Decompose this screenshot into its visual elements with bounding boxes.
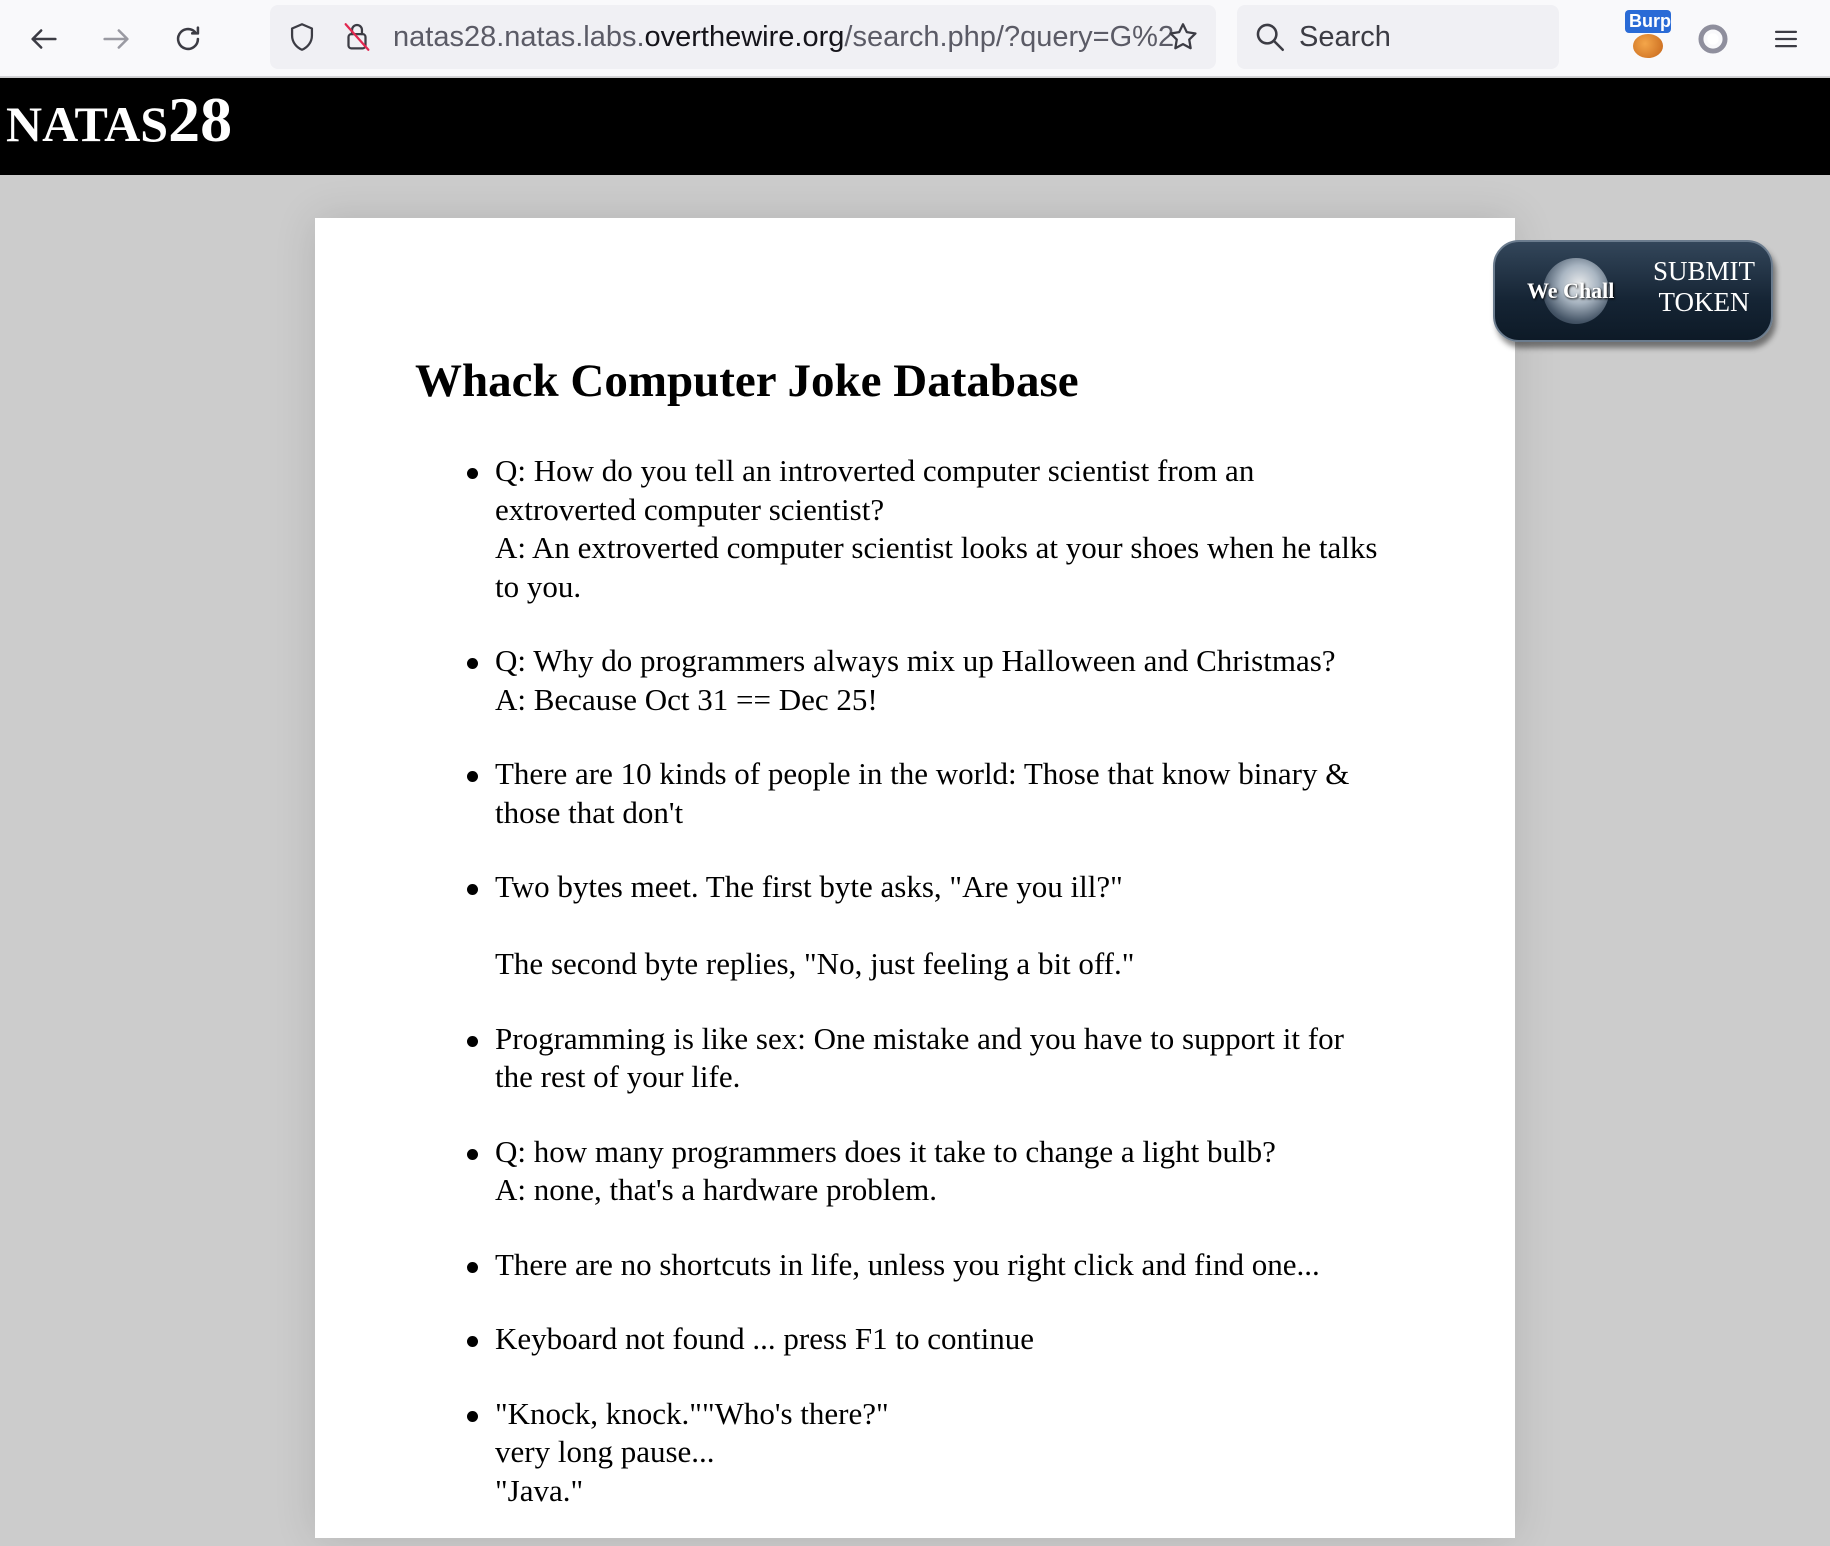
app-menu-button[interactable]	[1761, 14, 1811, 64]
joke-line: the rest of your life.	[495, 1059, 741, 1094]
joke-line: those that don't	[495, 794, 684, 830]
search-placeholder: Search	[1299, 21, 1391, 53]
content-panel	[315, 218, 1515, 1538]
back-button[interactable]	[19, 14, 69, 64]
search-icon	[1253, 20, 1287, 54]
wechall-submit-token-button[interactable]	[1493, 240, 1773, 342]
natas-title	[6, 84, 233, 155]
joke-item	[495, 1246, 1425, 1285]
joke-line: A: Because Oct 31 == Dec 25!	[495, 681, 878, 717]
url-path: /search.php/?query=G%2	[844, 21, 1175, 53]
insecure-lock-icon[interactable]	[340, 20, 374, 54]
browser-toolbar	[0, 0, 1830, 77]
joke-line: The second byte replies, "No, just feeling a bit off."	[495, 946, 1135, 981]
burp-extension-icon	[1633, 34, 1663, 58]
joke-line: Programming is like sex: One mistake and you have to support it for	[495, 1020, 1344, 1056]
joke-line: to you.	[495, 568, 582, 604]
burp-badge: Burp	[1625, 10, 1671, 33]
submit-label: SUBMIT	[1652, 256, 1755, 286]
joke-line: There are no shortcuts in life, unless you right click and find one...	[495, 1246, 1320, 1282]
joke-line: Q: How do you tell an introverted computer scientist from an	[495, 453, 1255, 488]
joke-blank-line	[495, 907, 1425, 946]
url-prefix: natas28.natas.labs.	[393, 21, 645, 53]
joke-line: A: An extroverted computer scientist looks at your shoes when he talks	[495, 530, 1378, 565]
joke-line: Q: Why do programmers always mix up Halloween and Christmas?	[495, 643, 1336, 678]
joke-line: A: none, that's a hardware problem.	[495, 1172, 938, 1207]
url-text[interactable]	[393, 5, 1175, 69]
submit-token-label	[1645, 256, 1763, 318]
shield-icon[interactable]	[285, 20, 319, 54]
natas-title-digits: 28	[168, 84, 233, 155]
joke-line: "Knock, knock.""Who's there?"	[495, 1395, 889, 1431]
joke-item	[495, 642, 1425, 719]
natas-header	[0, 78, 1830, 175]
joke-line: very long pause...	[495, 1434, 715, 1469]
reload-icon	[171, 22, 205, 56]
forward-button[interactable]	[91, 14, 141, 64]
joke-item	[495, 1133, 1425, 1210]
joke-item	[495, 1395, 1425, 1511]
joke-item	[495, 1020, 1425, 1097]
joke-line: Q: how many programmers does it take to change a light bulb?	[495, 1133, 1276, 1169]
joke-line: "Java."	[495, 1472, 584, 1508]
joke-item	[495, 755, 1425, 832]
joke-item	[495, 1320, 1425, 1359]
joke-line: extroverted computer scientist?	[495, 491, 885, 527]
joke-item	[495, 868, 1425, 984]
url-bar[interactable]	[270, 5, 1216, 69]
joke-line: Keyboard not found ... press F1 to continue	[495, 1321, 1034, 1356]
url-host: overthewire.org	[644, 21, 845, 53]
joke-line: There are 10 kinds of people in the world: Those that know binary &	[495, 756, 1350, 791]
forward-arrow-icon	[99, 22, 133, 56]
joke-item	[495, 452, 1425, 606]
joke-list	[495, 452, 1425, 1546]
reload-button[interactable]	[163, 14, 213, 64]
extension-button[interactable]	[1688, 14, 1738, 64]
burp-extension-button[interactable]	[1625, 10, 1673, 60]
token-label: TOKEN	[1658, 287, 1750, 317]
back-arrow-icon	[27, 22, 61, 56]
bookmark-star-icon[interactable]	[1166, 20, 1200, 54]
natas-title-letters: NATAS	[6, 96, 169, 152]
wechall-logo: We Chall	[1527, 278, 1615, 303]
extension-circle-icon	[1696, 22, 1730, 56]
search-bar[interactable]	[1237, 5, 1559, 69]
joke-line: Two bytes meet. The first byte asks, "Are you ill?"	[495, 869, 1123, 904]
page-title: Whack Computer Joke Database	[415, 355, 1079, 407]
hamburger-menu-icon	[1769, 22, 1803, 56]
